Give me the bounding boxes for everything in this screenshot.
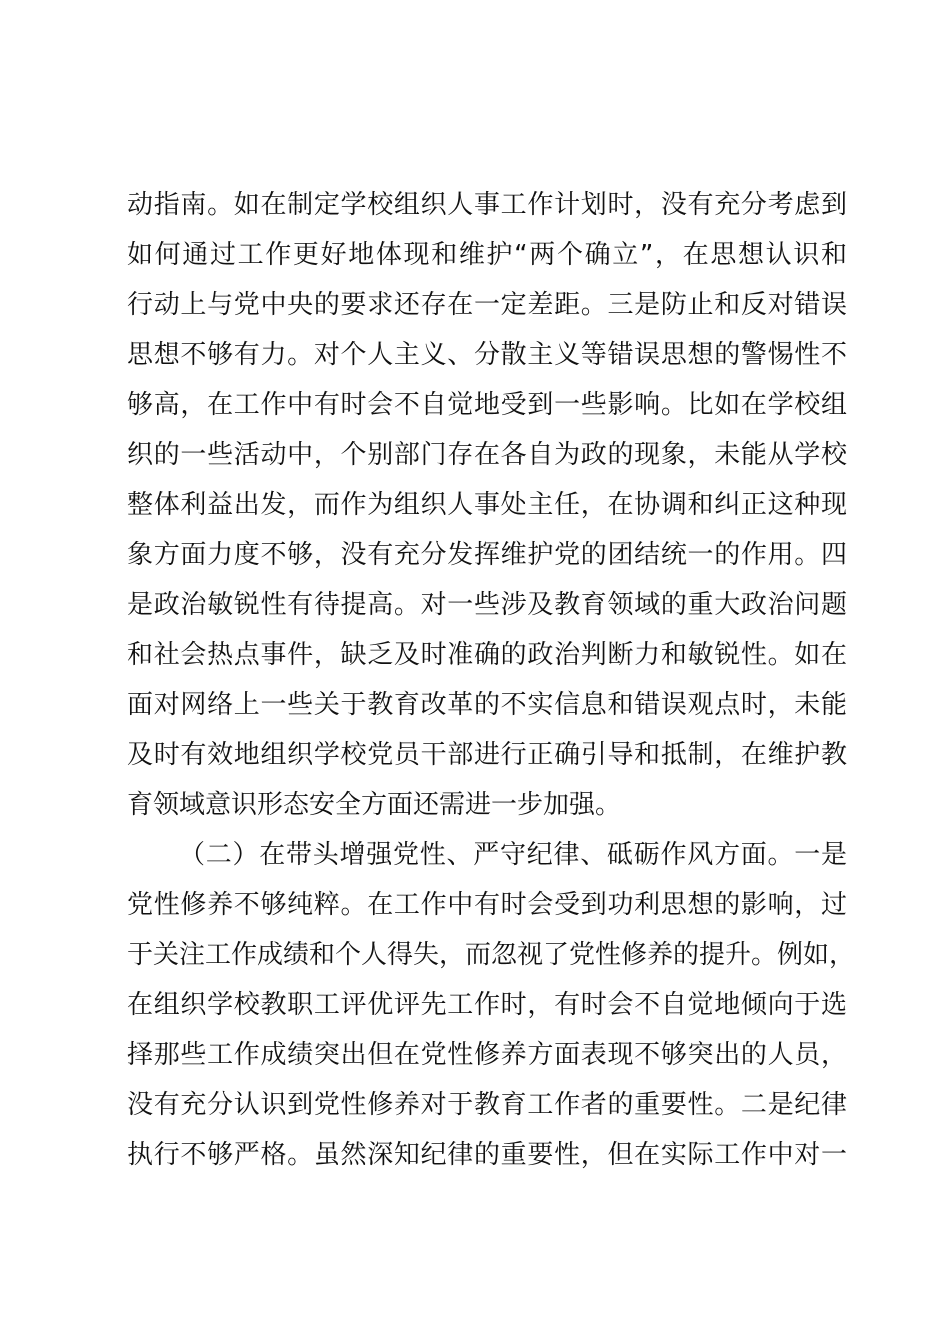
paragraph-line: 思想不够有力。对个人主义、分散主义等错误思想的警惕性不 [127, 340, 847, 370]
paragraph-line: 整体利益出发，而作为组织人事处主任，在协调和纠正这种现 [127, 490, 847, 520]
paragraph-line: 如何通过工作更好地体现和维护“两个确立”，在思想认识和 [127, 240, 847, 270]
paragraph-line: 于关注工作成绩和个人得失，而忽视了党性修养的提升。例如， [127, 940, 856, 970]
paragraph-line: 党性修养不够纯粹。在工作中有时会受到功利思想的影响，过 [127, 890, 847, 920]
paragraph-line: 够高，在工作中有时会不自觉地受到一些影响。比如在学校组 [127, 390, 847, 420]
paragraph-line: 在组织学校教职工评优评先工作时，有时会不自觉地倾向于选 [127, 990, 847, 1020]
paragraph-1 [127, 180, 847, 830]
paragraph-line: 择那些工作成绩突出但在党性修养方面表现不够突出的人员， [127, 1040, 847, 1070]
document-body [127, 180, 856, 1180]
paragraph-2 [127, 830, 856, 1180]
paragraph-line: 是政治敏锐性有待提高。对一些涉及教育领域的重大政治问题 [127, 590, 847, 620]
paragraph-line: 没有充分认识到党性修养对于教育工作者的重要性。二是纪律 [127, 1090, 847, 1120]
paragraph-line: 及时有效地组织学校党员干部进行正确引导和抵制，在维护教 [127, 740, 847, 770]
paragraph-line: 面对网络上一些关于教育改革的不实信息和错误观点时，未能 [127, 690, 847, 720]
paragraph-line: 执行不够严格。虽然深知纪律的重要性，但在实际工作中对一 [127, 1140, 847, 1170]
paragraph-line: 织的一些活动中，个别部门存在各自为政的现象，未能从学校 [127, 440, 847, 470]
paragraph-line: 象方面力度不够，没有充分发挥维护党的团结统一的作用。四 [127, 540, 847, 570]
paragraph-line: 行动上与党中央的要求还存在一定差距。三是防止和反对错误 [127, 290, 847, 320]
paragraph-line: （二）在带头增强党性、严守纪律、砥砺作风方面。一是 [179, 840, 847, 870]
paragraph-line: 动指南。如在制定学校组织人事工作计划时，没有充分考虑到 [127, 190, 847, 220]
paragraph-line: 育领域意识形态安全方面还需进一步加强。 [127, 790, 622, 820]
paragraph-line: 和社会热点事件，缺乏及时准确的政治判断力和敏锐性。如在 [127, 640, 847, 670]
